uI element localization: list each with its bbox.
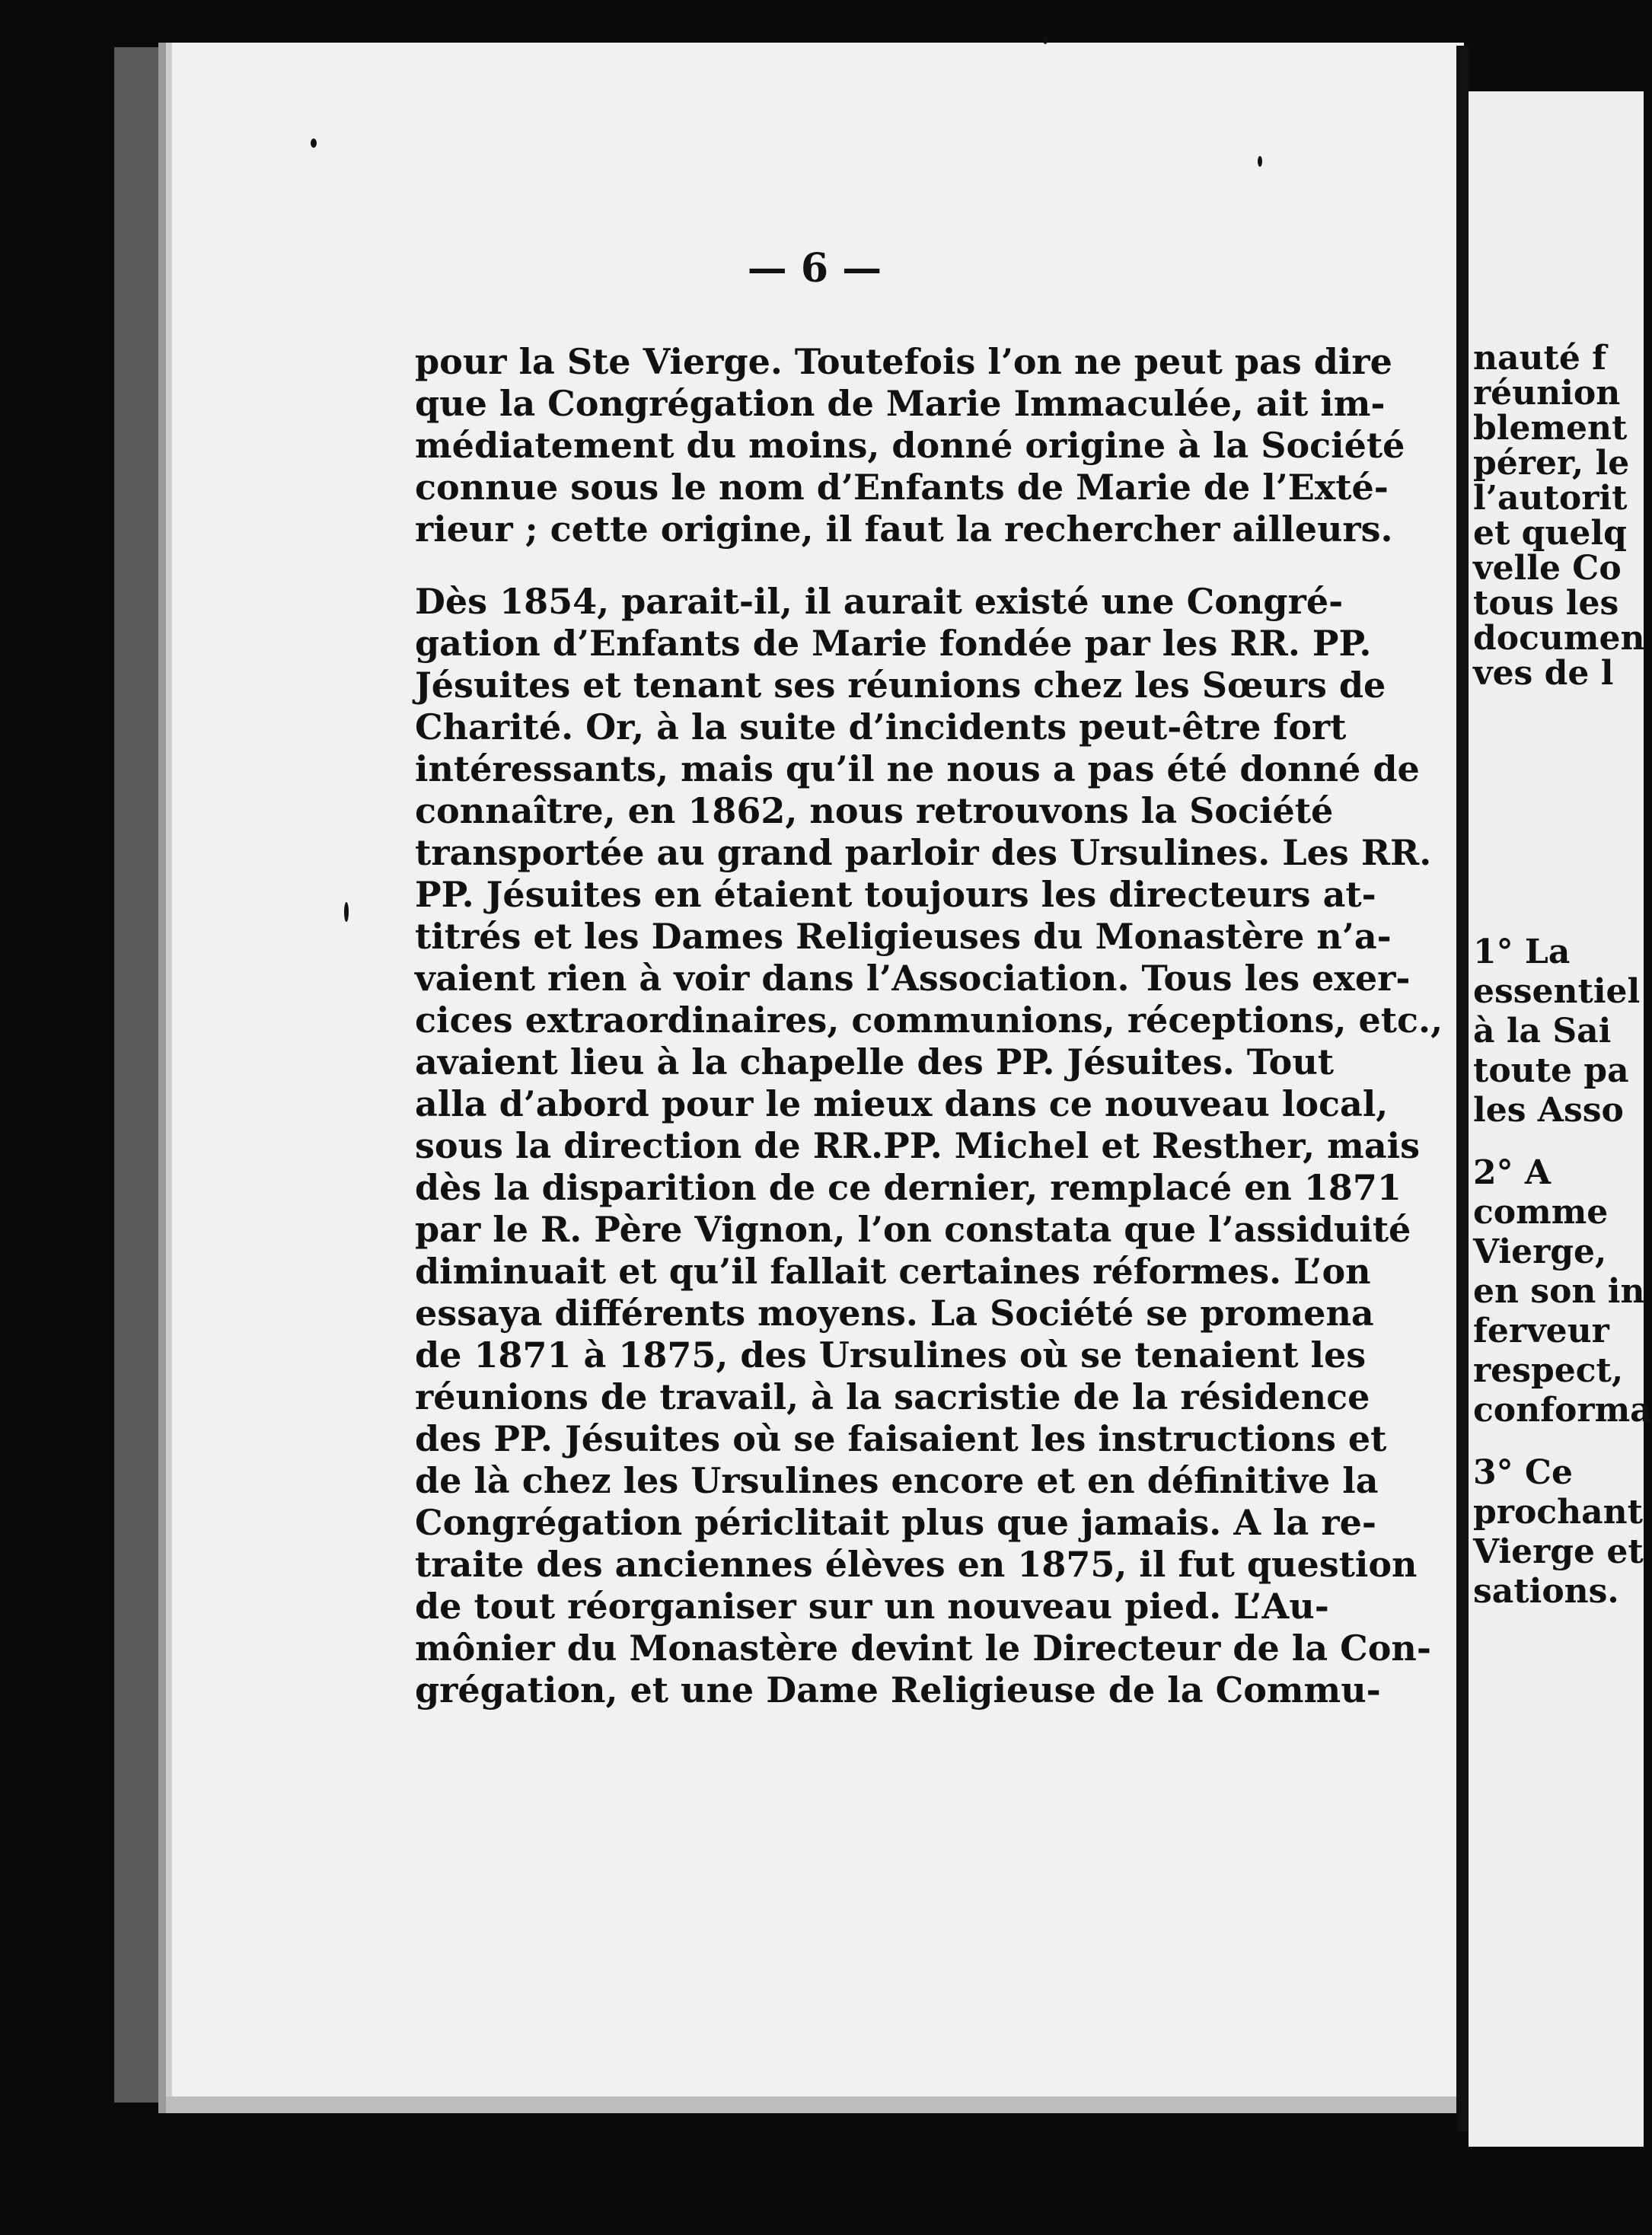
facing-line: sations. <box>1473 1572 1619 1611</box>
facing-line: Vierge, <box>1473 1232 1607 1271</box>
facing-page-text <box>1473 339 1652 1614</box>
text-line: connue sous le nom d’Enfants de Marie de l’Exté- <box>415 467 1389 508</box>
facing-line: réunion <box>1473 374 1621 413</box>
facing-line: 3° Ce <box>1473 1453 1573 1492</box>
text-line: avaient lieu à la chapelle des PP. Jésuites. Tout <box>415 1041 1335 1082</box>
text-line: médiatement du moins, donné origine à la Société <box>415 425 1405 466</box>
facing-line: à la Sai <box>1473 1012 1612 1051</box>
ink-speck <box>1258 156 1262 167</box>
text-line: cices extraordinaires, communions, réceptions, etc., <box>415 1000 1443 1041</box>
text-line: rieur ; cette origine, il faut la rechercher ailleurs. <box>415 509 1393 550</box>
text-line: par le R. Père Vignon, l’on constata que l’assiduité <box>415 1209 1411 1250</box>
facing-line: les Asso <box>1473 1091 1624 1130</box>
text-line: sous la direction de RR.PP. Michel et Resther, mais <box>415 1125 1421 1166</box>
facing-group-4 <box>1473 1453 1644 1614</box>
facing-line: pérer, le <box>1473 444 1630 483</box>
facing-line: blement <box>1473 409 1628 448</box>
text-line: Dès 1854, parait-il, il aurait existé une Congré- <box>415 581 1344 622</box>
facing-line: respect, <box>1473 1351 1624 1390</box>
facing-line: ves de l <box>1473 654 1614 693</box>
main-text-column <box>415 341 1443 1711</box>
facing-line: essentiel <box>1473 972 1641 1011</box>
facing-group-2 <box>1473 933 1641 1133</box>
text-line: de 1871 à 1875, des Ursulines où se tenaient les <box>415 1334 1367 1376</box>
facing-line: et quelq <box>1473 514 1627 553</box>
text-line: alla d’abord pour le mieux dans ce nouveau local, <box>415 1083 1389 1124</box>
text-line: dès la disparition de ce dernier, remplacé en 1871 <box>415 1167 1402 1208</box>
facing-line: velle Co <box>1473 549 1622 588</box>
text-line: Charité. Or, à la suite d’incidents peut-être fort <box>415 706 1347 748</box>
paragraph-1 <box>415 341 1427 550</box>
text-line: réunions de travail, à la sacristie de la résidence <box>415 1376 1370 1417</box>
ink-speck <box>1043 37 1048 44</box>
text-line: diminuait et qu’il fallait certaines réformes. L’on <box>415 1251 1371 1292</box>
facing-line: tous les <box>1473 584 1619 623</box>
text-line: intéressants, mais qu’il ne nous a pas été donné de <box>415 748 1420 789</box>
facing-line: nauté f <box>1473 339 1607 378</box>
book-gutter <box>1456 46 1469 2131</box>
facing-line: toute pa <box>1473 1051 1629 1090</box>
facing-line: 1° La <box>1473 933 1571 971</box>
facing-line: 2° A <box>1473 1153 1552 1192</box>
facing-line: l’autorit <box>1473 479 1628 518</box>
text-line: de là chez les Ursulines encore et en définitive la <box>415 1460 1379 1501</box>
page-number: — 6 — <box>747 245 882 292</box>
paragraph-2 <box>415 581 1443 1711</box>
ink-speck <box>344 902 349 922</box>
facing-line: ferveur <box>1473 1312 1609 1350</box>
ink-speck <box>311 139 317 148</box>
text-line: transportée au grand parloir des Ursulines. Les RR. <box>415 832 1432 873</box>
facing-line: prochant <box>1473 1493 1643 1532</box>
text-line: Jésuites et tenant ses réunions chez les Sœurs de <box>415 665 1386 706</box>
facing-group-1 <box>1473 339 1645 693</box>
text-line: gation d’Enfants de Marie fondée par les RR. PP. <box>415 623 1372 664</box>
text-line: connaître, en 1862, nous retrouvons la Société <box>415 790 1334 831</box>
text-line: essaya différents moyens. La Société se promena <box>415 1293 1374 1334</box>
text-line: de tout réorganiser sur un nouveau pied. L’Au- <box>415 1586 1329 1627</box>
text-line: pour la Ste Vierge. Toutefois l’on ne peut pas dire <box>415 341 1392 382</box>
text-line: grégation, et une Dame Religieuse de la Commu- <box>415 1669 1381 1711</box>
facing-line: Vierge et <box>1473 1532 1644 1571</box>
facing-line: documen <box>1473 619 1645 658</box>
text-line: Congrégation périclitait plus que jamais. A la re- <box>415 1502 1376 1543</box>
facing-line: conforma <box>1473 1391 1652 1430</box>
text-line: que la Congrégation de Marie Immaculée, ait im- <box>415 383 1386 424</box>
facing-line: comme <box>1473 1193 1609 1232</box>
text-line: vaient rien à voir dans l’Association. Tous les exer- <box>415 958 1411 999</box>
facing-group-3 <box>1473 1153 1652 1433</box>
text-line: titrés et les Dames Religieuses du Monastère n’a- <box>415 916 1392 957</box>
text-line: mônier du Monastère devint le Directeur de la Con- <box>415 1628 1431 1669</box>
text-line: PP. Jésuites en étaient toujours les directeurs at- <box>415 874 1376 915</box>
facing-line: en son in <box>1473 1272 1645 1311</box>
text-line: des PP. Jésuites où se faisaient les instructions et <box>415 1418 1387 1459</box>
text-line: traite des anciennes élèves en 1875, il fut question <box>415 1544 1418 1585</box>
